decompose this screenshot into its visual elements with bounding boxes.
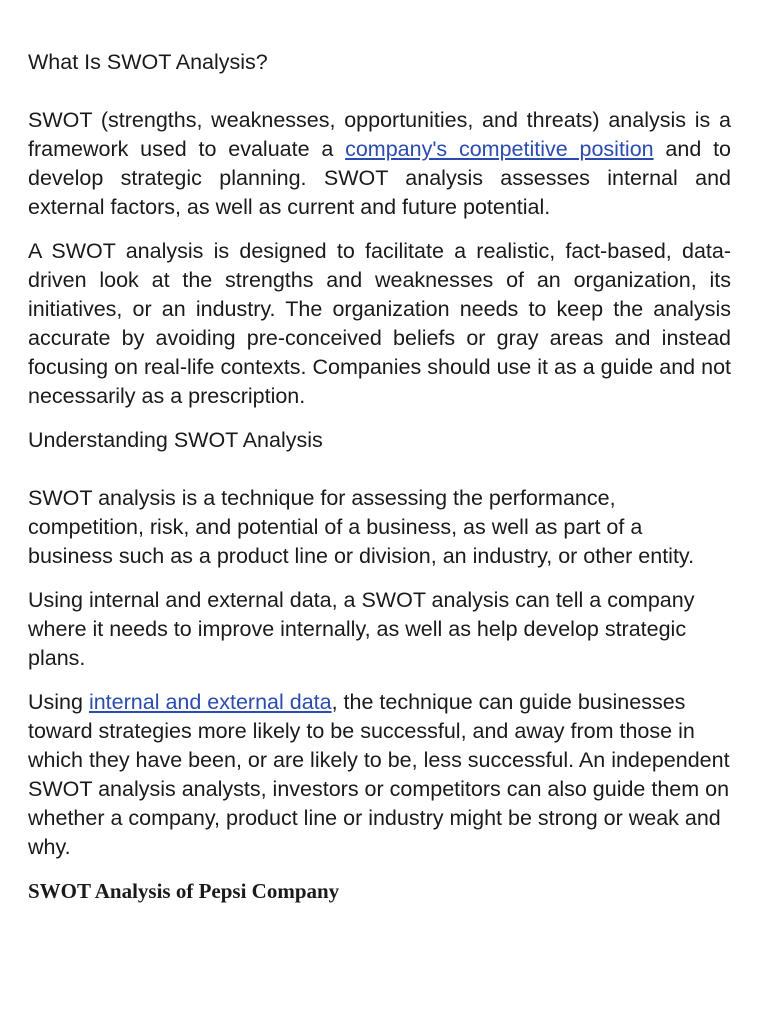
paragraph-swot-technique: SWOT analysis is a technique for assessing the performance, competition, risk, and potential of a business, as well as part of a business such as a product line or division, an industry, or other entity.	[28, 486, 695, 568]
paragraph-text: and to develop strategic planning. SWOT analysis assesses internal and external factors, as well as current and future potential.	[28, 137, 732, 219]
paragraph-swot-guide	[28, 688, 731, 862]
section-heading-understanding-swot: Understanding SWOT Analysis	[28, 428, 323, 452]
paragraph-text: , the technique can guide businesses toward strategies more likely to be successful, and away from those in which they have been, or are likely to be, less successful. An independent SWOT analysis analysts, investors or competitors can also guide them on whether a company, product line or industry might be strong or weak and why.	[28, 690, 730, 859]
link-internal-and-external-data[interactable]: internal and external data	[88, 690, 332, 714]
paragraph-swot-internal-external: Using internal and external data, a SWOT analysis can tell a company where it needs to improve internally, as well as help develop strategic plans.	[28, 588, 695, 670]
paragraph-text: Using	[28, 690, 89, 714]
section-heading-what-is-swot: What Is SWOT Analysis?	[28, 50, 268, 74]
document-page	[28, 48, 731, 906]
paragraph-swot-definition	[28, 106, 731, 222]
paragraph-text: SWOT (strengths, weaknesses, opportunities, and threats) analysis is a framework used to evaluate a	[28, 108, 731, 161]
link-companys-competitive-position[interactable]: company's competitive position	[345, 137, 654, 161]
paragraph-swot-purpose: A SWOT analysis is designed to facilitate a realistic, fact-based, data-driven look at the strengths and weaknesses of an organization, its initiatives, or an industry. The organization needs to keep the analysis accurate by avoiding pre-conceived beliefs or gray areas and instead focusing on real-life contexts. Companies should use it as a guide and not necessarily as a prescription.	[28, 239, 731, 408]
section-title-pepsi-swot: SWOT Analysis of Pepsi Company	[28, 879, 340, 903]
